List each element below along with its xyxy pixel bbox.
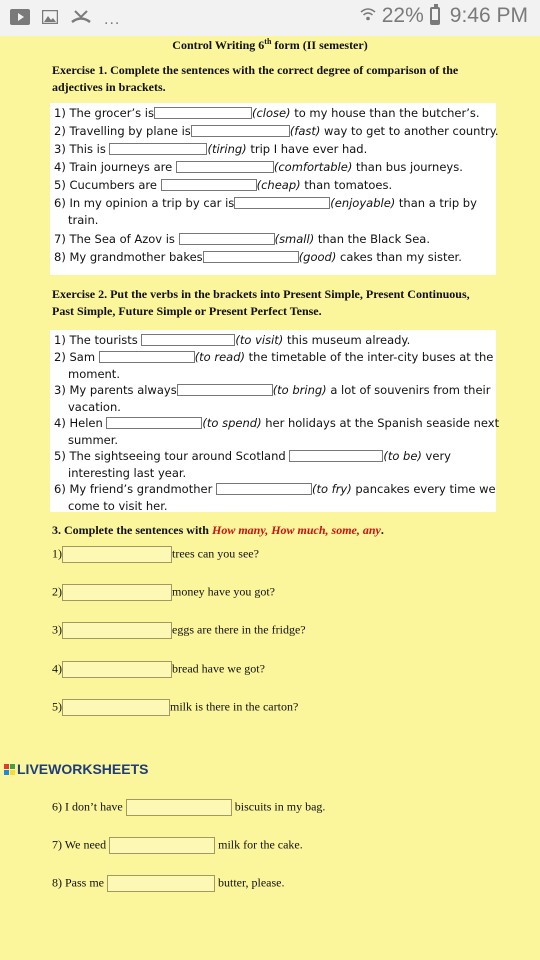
ex3-item-8: 8) Pass me butter, please. bbox=[52, 875, 285, 892]
ex3-answer-8[interactable] bbox=[107, 875, 215, 892]
ex3-item-7: 7) We need milk for the cake. bbox=[52, 837, 303, 854]
ex2-answer-3[interactable] bbox=[177, 384, 273, 396]
ex3-answer-5[interactable] bbox=[62, 699, 170, 716]
ex1-answer-3[interactable] bbox=[109, 143, 207, 155]
wifi-icon bbox=[360, 4, 376, 28]
ex2-item-1: 1) The tourists (to visit) this museum already. bbox=[54, 333, 411, 347]
ex1-item-6: 6) In my opinion a trip by car is (enjoyable) than a trip by train. bbox=[54, 196, 477, 227]
missed-call-icon bbox=[70, 9, 92, 30]
ex3-item-4: 4) bread have we got? bbox=[52, 661, 265, 678]
notification-icons bbox=[10, 9, 120, 30]
ex1-item-8: 8) My grandmother bakes (good) cakes than my sister. bbox=[54, 250, 462, 264]
ex3-answer-4[interactable] bbox=[62, 661, 172, 678]
ex1-item-5: 5) Cucumbers are (cheap) than tomatoes. bbox=[54, 178, 393, 192]
ex3-item-3: 3) eggs are there in the fridge? bbox=[52, 622, 306, 639]
ex2-answer-2[interactable] bbox=[99, 351, 195, 363]
exercise-2-heading: Exercise 2. Put the verbs in the brackets into Present Simple, Present Continuous, Past Simple, Future Simple or Present Perfect Tense. bbox=[52, 287, 470, 318]
liveworksheets-logo: LIVEWORKSHEETS bbox=[4, 761, 148, 777]
image-icon bbox=[42, 10, 58, 29]
battery-percent: 22% bbox=[381, 4, 424, 27]
ex2-item-3: 3) My parents always (to bring) a lot of souvenirs from their vacation. bbox=[54, 383, 491, 414]
ex3-answer-7[interactable] bbox=[109, 837, 215, 854]
ex3-answer-2[interactable] bbox=[62, 584, 172, 601]
ex2-answer-1[interactable] bbox=[141, 334, 235, 346]
more-icon: ... bbox=[104, 10, 121, 28]
clock: 9:46 PM bbox=[449, 4, 528, 27]
ex1-item-4: 4) Train journeys are (comfortable) than bus journeys. bbox=[54, 160, 463, 174]
ex2-answer-6[interactable] bbox=[216, 483, 312, 495]
ex3-item-2: 2) money have you got? bbox=[52, 584, 275, 601]
ex1-item-3: 3) This is (tiring) trip I have ever had. bbox=[54, 142, 368, 156]
ex2-answer-4[interactable] bbox=[106, 417, 202, 429]
ex2-answer-5[interactable] bbox=[289, 450, 383, 462]
exercise-3-heading: 3. Complete the sentences with How many, How much, some, any. bbox=[52, 523, 384, 537]
ex3-item-1: 1) trees can you see? bbox=[52, 546, 259, 563]
ex3-item-5: 5) milk is there in the carton? bbox=[52, 699, 298, 716]
system-status bbox=[360, 4, 528, 28]
play-icon bbox=[10, 9, 30, 30]
exercise-1-panel bbox=[50, 103, 499, 275]
ex1-item-2: 2) Travelling by plane is (fast) way to get to another country. bbox=[54, 124, 499, 138]
ex1-item-7: 7) The Sea of Azov is (small) than the Black Sea. bbox=[54, 232, 431, 246]
ex2-item-2: 2) Sam (to read) the timetable of the inter-city buses at the moment. bbox=[54, 350, 494, 381]
exercise-1-heading: Exercise 1. Complete the sentences with the correct degree of comparison of the adjectives in brackets. bbox=[52, 63, 459, 94]
ex3-answer-1[interactable] bbox=[62, 546, 172, 563]
ex1-answer-7[interactable] bbox=[179, 233, 275, 245]
ex1-answer-6[interactable] bbox=[234, 197, 330, 209]
ex3-answer-6[interactable] bbox=[126, 799, 232, 816]
ex1-answer-5[interactable] bbox=[161, 179, 257, 191]
ex2-item-6: 6) My friend’s grandmother (to fry) pancakes every time we come to visit her. bbox=[54, 482, 496, 513]
ex1-answer-4[interactable] bbox=[176, 161, 274, 173]
battery-icon bbox=[430, 7, 440, 25]
ex1-answer-2[interactable] bbox=[191, 125, 290, 137]
status-bar bbox=[0, 0, 540, 36]
ex2-item-5: 5) The sightseeing tour around Scotland (to be) very interesting last year. bbox=[54, 449, 451, 480]
battery-level bbox=[432, 20, 438, 23]
ex2-item-4: 4) Helen (to spend) her holidays at the Spanish seaside next summer. bbox=[54, 416, 500, 447]
exercise-2-panel bbox=[50, 330, 500, 513]
ex3-answer-3[interactable] bbox=[62, 622, 172, 639]
ex1-answer-1[interactable] bbox=[154, 107, 252, 119]
logo-mark-icon bbox=[4, 764, 15, 775]
ex1-item-1: 1) The grocer’s is (close) to my house than the butcher’s. bbox=[54, 106, 480, 120]
document-title: Control Writing 6th form (II semester) bbox=[172, 37, 368, 52]
ex1-answer-8[interactable] bbox=[203, 251, 299, 263]
ex3-item-6: 6) I don’t have biscuits in my bag. bbox=[52, 799, 325, 816]
